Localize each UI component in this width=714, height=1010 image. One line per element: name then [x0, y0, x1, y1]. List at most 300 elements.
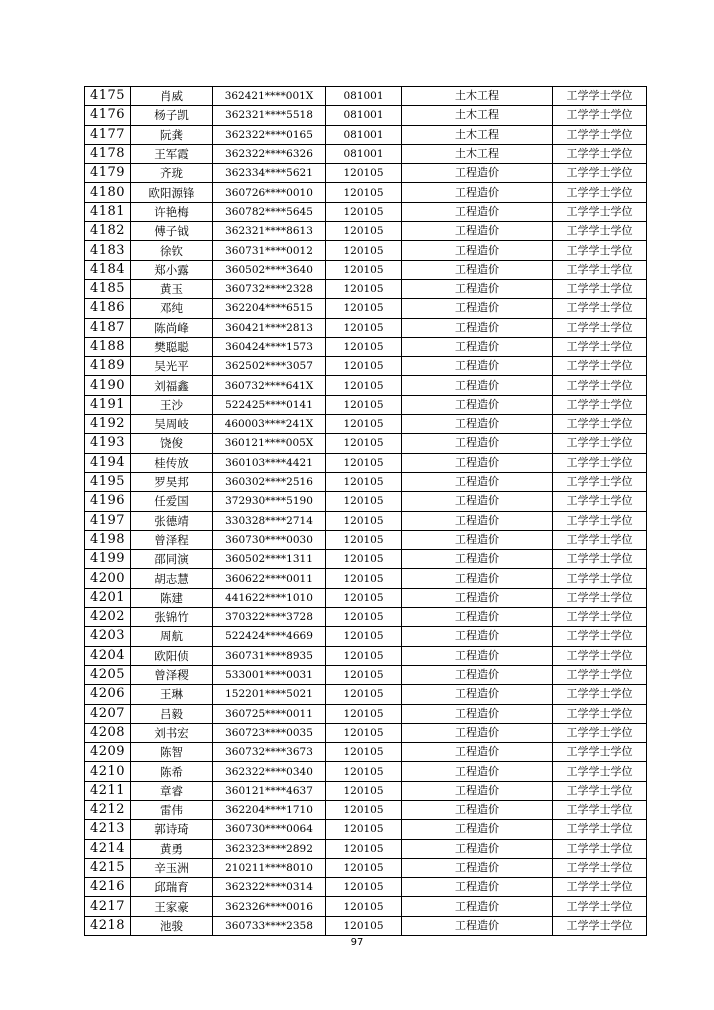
cell-student-name: 刘福鑫 — [131, 376, 213, 395]
table-row — [85, 241, 647, 260]
cell-sequence-number: 4192 — [85, 415, 131, 434]
table-row — [85, 878, 647, 897]
cell-major-name: 工程造价 — [402, 588, 553, 607]
cell-degree: 工学学士学位 — [553, 202, 647, 221]
cell-student-name: 曾泽稷 — [131, 665, 213, 684]
cell-sequence-number: 4191 — [85, 395, 131, 414]
cell-student-name: 黄玉 — [131, 279, 213, 298]
cell-id-number: 522425****0141 — [213, 395, 326, 414]
cell-major-name: 工程造价 — [402, 878, 553, 897]
cell-sequence-number: 4177 — [85, 125, 131, 144]
cell-student-name: 欧阳侦 — [131, 646, 213, 665]
table-row — [85, 183, 647, 202]
cell-sequence-number: 4204 — [85, 646, 131, 665]
cell-major-code: 120105 — [326, 434, 402, 453]
table-row — [85, 530, 647, 549]
cell-major-code: 120105 — [326, 723, 402, 742]
cell-major-name: 工程造价 — [402, 530, 553, 549]
cell-student-name: 周航 — [131, 627, 213, 646]
cell-major-code: 120105 — [326, 511, 402, 530]
cell-student-name: 张锦竹 — [131, 608, 213, 627]
cell-id-number: 330328****2714 — [213, 511, 326, 530]
cell-student-name: 吕毅 — [131, 704, 213, 723]
cell-student-name: 郭诗琦 — [131, 820, 213, 839]
cell-id-number: 522424****4669 — [213, 627, 326, 646]
cell-major-name: 工程造价 — [402, 279, 553, 298]
cell-major-code: 120105 — [326, 415, 402, 434]
cell-major-code: 120105 — [326, 241, 402, 260]
cell-degree: 工学学士学位 — [553, 260, 647, 279]
cell-student-name: 雷伟 — [131, 800, 213, 819]
cell-id-number: 360730****0030 — [213, 530, 326, 549]
table-row — [85, 511, 647, 530]
cell-degree: 工学学士学位 — [553, 511, 647, 530]
cell-id-number: 152201****5021 — [213, 685, 326, 704]
cell-degree: 工学学士学位 — [553, 704, 647, 723]
cell-major-name: 工程造价 — [402, 260, 553, 279]
table-row — [85, 665, 647, 684]
cell-major-name: 工程造价 — [402, 395, 553, 414]
cell-sequence-number: 4213 — [85, 820, 131, 839]
cell-id-number: 360732****641X — [213, 376, 326, 395]
cell-sequence-number: 4188 — [85, 337, 131, 356]
cell-id-number: 362323****2892 — [213, 839, 326, 858]
table-row — [85, 723, 647, 742]
cell-major-name: 工程造价 — [402, 916, 553, 935]
cell-degree: 工学学士学位 — [553, 318, 647, 337]
cell-student-name: 邓纯 — [131, 299, 213, 318]
cell-id-number: 362204****1710 — [213, 800, 326, 819]
cell-sequence-number: 4215 — [85, 858, 131, 877]
cell-sequence-number: 4208 — [85, 723, 131, 742]
cell-major-name: 工程造价 — [402, 646, 553, 665]
cell-major-name: 工程造价 — [402, 627, 553, 646]
table-row — [85, 588, 647, 607]
cell-id-number: 360731****0012 — [213, 241, 326, 260]
cell-major-name: 工程造价 — [402, 743, 553, 762]
cell-student-name: 肖威 — [131, 87, 213, 106]
cell-major-code: 120105 — [326, 550, 402, 569]
cell-sequence-number: 4190 — [85, 376, 131, 395]
cell-sequence-number: 4217 — [85, 897, 131, 916]
cell-student-name: 傅子钺 — [131, 222, 213, 241]
cell-major-code: 120105 — [326, 800, 402, 819]
cell-major-code: 120105 — [326, 916, 402, 935]
cell-sequence-number: 4187 — [85, 318, 131, 337]
cell-student-name: 刘书宏 — [131, 723, 213, 742]
cell-sequence-number: 4218 — [85, 916, 131, 935]
cell-major-code: 120105 — [326, 279, 402, 298]
cell-degree: 工学学士学位 — [553, 897, 647, 916]
cell-student-name: 饶俊 — [131, 434, 213, 453]
roster-table-body — [85, 87, 647, 936]
cell-major-name: 工程造价 — [402, 357, 553, 376]
table-row — [85, 357, 647, 376]
cell-sequence-number: 4198 — [85, 530, 131, 549]
cell-major-code: 081001 — [326, 144, 402, 163]
cell-degree: 工学学士学位 — [553, 530, 647, 549]
cell-sequence-number: 4184 — [85, 260, 131, 279]
cell-sequence-number: 4203 — [85, 627, 131, 646]
cell-sequence-number: 4200 — [85, 569, 131, 588]
cell-degree: 工学学士学位 — [553, 222, 647, 241]
cell-major-code: 081001 — [326, 125, 402, 144]
cell-major-name: 工程造价 — [402, 241, 553, 260]
cell-major-code: 120105 — [326, 260, 402, 279]
cell-degree: 工学学士学位 — [553, 299, 647, 318]
table-row — [85, 144, 647, 163]
cell-major-name: 工程造价 — [402, 183, 553, 202]
cell-student-name: 阮龚 — [131, 125, 213, 144]
cell-degree: 工学学士学位 — [553, 434, 647, 453]
cell-degree: 工学学士学位 — [553, 685, 647, 704]
cell-sequence-number: 4197 — [85, 511, 131, 530]
table-row — [85, 916, 647, 935]
cell-student-name: 邱瑞育 — [131, 878, 213, 897]
cell-major-code: 081001 — [326, 106, 402, 125]
cell-student-name: 胡志慧 — [131, 569, 213, 588]
cell-id-number: 362322****0165 — [213, 125, 326, 144]
cell-major-code: 120105 — [326, 357, 402, 376]
cell-sequence-number: 4212 — [85, 800, 131, 819]
table-row — [85, 337, 647, 356]
cell-student-name: 王军霞 — [131, 144, 213, 163]
cell-major-name: 工程造价 — [402, 665, 553, 684]
table-row — [85, 395, 647, 414]
cell-student-name: 陈尚峰 — [131, 318, 213, 337]
cell-degree: 工学学士学位 — [553, 878, 647, 897]
cell-id-number: 372930****5190 — [213, 492, 326, 511]
cell-major-name: 工程造价 — [402, 897, 553, 916]
table-row — [85, 646, 647, 665]
cell-sequence-number: 4195 — [85, 472, 131, 491]
cell-student-name: 罗昊邦 — [131, 472, 213, 491]
cell-major-name: 土木工程 — [402, 106, 553, 125]
table-row — [85, 762, 647, 781]
page-number: 97 — [350, 937, 364, 948]
cell-major-name: 工程造价 — [402, 453, 553, 472]
cell-degree: 工学学士学位 — [553, 279, 647, 298]
cell-student-name: 许艳梅 — [131, 202, 213, 221]
cell-student-name: 陈建 — [131, 588, 213, 607]
cell-degree: 工学学士学位 — [553, 357, 647, 376]
cell-major-name: 工程造价 — [402, 781, 553, 800]
cell-sequence-number: 4214 — [85, 839, 131, 858]
table-row — [85, 299, 647, 318]
cell-major-code: 120105 — [326, 395, 402, 414]
table-row — [85, 492, 647, 511]
cell-degree: 工学学士学位 — [553, 627, 647, 646]
cell-major-code: 120105 — [326, 376, 402, 395]
cell-degree: 工学学士学位 — [553, 453, 647, 472]
cell-student-name: 黄勇 — [131, 839, 213, 858]
cell-student-name: 任爱国 — [131, 492, 213, 511]
cell-major-code: 120105 — [326, 299, 402, 318]
cell-degree: 工学学士学位 — [553, 164, 647, 183]
cell-id-number: 533001****0031 — [213, 665, 326, 684]
cell-major-name: 工程造价 — [402, 492, 553, 511]
cell-id-number: 362421****001X — [213, 87, 326, 106]
cell-major-name: 工程造价 — [402, 550, 553, 569]
cell-major-code: 081001 — [326, 87, 402, 106]
table-row — [85, 222, 647, 241]
cell-student-name: 桂传放 — [131, 453, 213, 472]
cell-id-number: 362322****0314 — [213, 878, 326, 897]
cell-id-number: 362322****0340 — [213, 762, 326, 781]
cell-sequence-number: 4175 — [85, 87, 131, 106]
cell-sequence-number: 4211 — [85, 781, 131, 800]
cell-id-number: 360732****2328 — [213, 279, 326, 298]
cell-sequence-number: 4179 — [85, 164, 131, 183]
cell-sequence-number: 4176 — [85, 106, 131, 125]
cell-major-code: 120105 — [326, 839, 402, 858]
table-row — [85, 202, 647, 221]
cell-degree: 工学学士学位 — [553, 183, 647, 202]
cell-major-code: 120105 — [326, 608, 402, 627]
cell-degree: 工学学士学位 — [553, 395, 647, 414]
cell-id-number: 370322****3728 — [213, 608, 326, 627]
cell-id-number: 360730****0064 — [213, 820, 326, 839]
cell-degree: 工学学士学位 — [553, 125, 647, 144]
cell-major-name: 工程造价 — [402, 511, 553, 530]
table-row — [85, 125, 647, 144]
cell-student-name: 郑小露 — [131, 260, 213, 279]
cell-major-code: 120105 — [326, 164, 402, 183]
cell-degree: 工学学士学位 — [553, 241, 647, 260]
cell-major-code: 120105 — [326, 627, 402, 646]
cell-student-name: 齐珑 — [131, 164, 213, 183]
cell-sequence-number: 4185 — [85, 279, 131, 298]
cell-sequence-number: 4206 — [85, 685, 131, 704]
cell-student-name: 欧阳源锋 — [131, 183, 213, 202]
table-row — [85, 453, 647, 472]
cell-sequence-number: 4202 — [85, 608, 131, 627]
cell-degree: 工学学士学位 — [553, 743, 647, 762]
cell-id-number: 441622****1010 — [213, 588, 326, 607]
cell-sequence-number: 4180 — [85, 183, 131, 202]
table-row — [85, 839, 647, 858]
cell-major-code: 120105 — [326, 646, 402, 665]
cell-major-name: 工程造价 — [402, 839, 553, 858]
cell-major-name: 工程造价 — [402, 337, 553, 356]
cell-id-number: 360733****2358 — [213, 916, 326, 935]
cell-sequence-number: 4201 — [85, 588, 131, 607]
cell-major-code: 120105 — [326, 318, 402, 337]
cell-student-name: 杨子凯 — [131, 106, 213, 125]
cell-degree: 工学学士学位 — [553, 492, 647, 511]
cell-sequence-number: 4209 — [85, 743, 131, 762]
cell-degree: 工学学士学位 — [553, 550, 647, 569]
cell-degree: 工学学士学位 — [553, 858, 647, 877]
table-row — [85, 704, 647, 723]
cell-degree: 工学学士学位 — [553, 839, 647, 858]
cell-degree: 工学学士学位 — [553, 588, 647, 607]
cell-degree: 工学学士学位 — [553, 723, 647, 742]
cell-id-number: 360103****4421 — [213, 453, 326, 472]
cell-id-number: 360424****1573 — [213, 337, 326, 356]
table-row — [85, 550, 647, 569]
cell-major-name: 工程造价 — [402, 685, 553, 704]
cell-student-name: 王沙 — [131, 395, 213, 414]
cell-sequence-number: 4193 — [85, 434, 131, 453]
cell-student-name: 邵同演 — [131, 550, 213, 569]
cell-major-name: 工程造价 — [402, 222, 553, 241]
table-row — [85, 415, 647, 434]
cell-degree: 工学学士学位 — [553, 665, 647, 684]
cell-major-code: 120105 — [326, 492, 402, 511]
cell-sequence-number: 4182 — [85, 222, 131, 241]
cell-major-name: 土木工程 — [402, 125, 553, 144]
table-row — [85, 858, 647, 877]
cell-major-code: 120105 — [326, 781, 402, 800]
cell-degree: 工学学士学位 — [553, 472, 647, 491]
table-row — [85, 376, 647, 395]
table-row — [85, 800, 647, 819]
cell-student-name: 陈智 — [131, 743, 213, 762]
cell-id-number: 360725****0011 — [213, 704, 326, 723]
cell-degree: 工学学士学位 — [553, 820, 647, 839]
cell-id-number: 360302****2516 — [213, 472, 326, 491]
cell-major-code: 120105 — [326, 337, 402, 356]
cell-student-name: 徐钦 — [131, 241, 213, 260]
table-row — [85, 608, 647, 627]
cell-major-name: 工程造价 — [402, 164, 553, 183]
cell-degree: 工学学士学位 — [553, 106, 647, 125]
cell-id-number: 362502****3057 — [213, 357, 326, 376]
cell-degree: 工学学士学位 — [553, 608, 647, 627]
cell-degree: 工学学士学位 — [553, 762, 647, 781]
table-row — [85, 820, 647, 839]
cell-student-name: 辛玉洲 — [131, 858, 213, 877]
cell-sequence-number: 4210 — [85, 762, 131, 781]
cell-id-number: 360731****8935 — [213, 646, 326, 665]
cell-id-number: 360421****2813 — [213, 318, 326, 337]
cell-major-name: 工程造价 — [402, 608, 553, 627]
cell-degree: 工学学士学位 — [553, 916, 647, 935]
cell-sequence-number: 4178 — [85, 144, 131, 163]
cell-major-code: 120105 — [326, 665, 402, 684]
cell-student-name: 王家豪 — [131, 897, 213, 916]
table-row — [85, 897, 647, 916]
cell-degree: 工学学士学位 — [553, 87, 647, 106]
cell-major-name: 工程造价 — [402, 202, 553, 221]
cell-degree: 工学学士学位 — [553, 569, 647, 588]
table-row — [85, 472, 647, 491]
cell-major-name: 土木工程 — [402, 87, 553, 106]
table-row — [85, 164, 647, 183]
degree-roster-table — [84, 86, 647, 936]
cell-student-name: 张德靖 — [131, 511, 213, 530]
cell-student-name: 池骏 — [131, 916, 213, 935]
cell-major-name: 工程造价 — [402, 820, 553, 839]
cell-major-code: 120105 — [326, 878, 402, 897]
cell-major-code: 120105 — [326, 820, 402, 839]
cell-major-code: 120105 — [326, 530, 402, 549]
cell-sequence-number: 4186 — [85, 299, 131, 318]
cell-sequence-number: 4216 — [85, 878, 131, 897]
cell-id-number: 362322****6326 — [213, 144, 326, 163]
cell-student-name: 吴光平 — [131, 357, 213, 376]
cell-major-code: 120105 — [326, 472, 402, 491]
cell-major-code: 120105 — [326, 222, 402, 241]
cell-id-number: 360782****5645 — [213, 202, 326, 221]
cell-id-number: 360121****005X — [213, 434, 326, 453]
cell-major-code: 120105 — [326, 183, 402, 202]
cell-major-code: 120105 — [326, 704, 402, 723]
cell-major-name: 土木工程 — [402, 144, 553, 163]
table-row — [85, 685, 647, 704]
cell-id-number: 362204****6515 — [213, 299, 326, 318]
table-row — [85, 569, 647, 588]
cell-sequence-number: 4194 — [85, 453, 131, 472]
cell-degree: 工学学士学位 — [553, 646, 647, 665]
cell-major-name: 工程造价 — [402, 376, 553, 395]
cell-id-number: 360502****3640 — [213, 260, 326, 279]
cell-sequence-number: 4199 — [85, 550, 131, 569]
cell-sequence-number: 4189 — [85, 357, 131, 376]
cell-major-name: 工程造价 — [402, 415, 553, 434]
cell-id-number: 362326****0016 — [213, 897, 326, 916]
cell-major-code: 120105 — [326, 685, 402, 704]
cell-student-name: 陈希 — [131, 762, 213, 781]
cell-id-number: 460003****241X — [213, 415, 326, 434]
table-row — [85, 260, 647, 279]
cell-student-name: 曾泽程 — [131, 530, 213, 549]
cell-major-name: 工程造价 — [402, 318, 553, 337]
cell-major-name: 工程造价 — [402, 569, 553, 588]
table-row — [85, 743, 647, 762]
table-row — [85, 781, 647, 800]
cell-degree: 工学学士学位 — [553, 415, 647, 434]
cell-degree: 工学学士学位 — [553, 144, 647, 163]
cell-id-number: 360726****0010 — [213, 183, 326, 202]
cell-sequence-number: 4196 — [85, 492, 131, 511]
table-row — [85, 318, 647, 337]
cell-id-number: 362321****5518 — [213, 106, 326, 125]
cell-student-name: 王琳 — [131, 685, 213, 704]
cell-major-code: 120105 — [326, 202, 402, 221]
cell-major-code: 120105 — [326, 762, 402, 781]
cell-degree: 工学学士学位 — [553, 376, 647, 395]
cell-major-name: 工程造价 — [402, 704, 553, 723]
table-row — [85, 279, 647, 298]
cell-student-name: 吴周岐 — [131, 415, 213, 434]
cell-id-number: 362334****5621 — [213, 164, 326, 183]
cell-major-name: 工程造价 — [402, 299, 553, 318]
cell-major-name: 工程造价 — [402, 762, 553, 781]
cell-student-name: 樊聪聪 — [131, 337, 213, 356]
table-row — [85, 434, 647, 453]
cell-degree: 工学学士学位 — [553, 781, 647, 800]
cell-id-number: 360622****0011 — [213, 569, 326, 588]
table-row — [85, 627, 647, 646]
cell-degree: 工学学士学位 — [553, 800, 647, 819]
cell-major-code: 120105 — [326, 453, 402, 472]
cell-major-name: 工程造价 — [402, 723, 553, 742]
cell-id-number: 360502****1311 — [213, 550, 326, 569]
cell-major-code: 120105 — [326, 897, 402, 916]
cell-major-code: 120105 — [326, 569, 402, 588]
cell-id-number: 360121****4637 — [213, 781, 326, 800]
cell-id-number: 360732****3673 — [213, 743, 326, 762]
cell-major-name: 工程造价 — [402, 472, 553, 491]
cell-student-name: 章睿 — [131, 781, 213, 800]
cell-id-number: 210211****8010 — [213, 858, 326, 877]
cell-sequence-number: 4183 — [85, 241, 131, 260]
cell-degree: 工学学士学位 — [553, 337, 647, 356]
table-row — [85, 106, 647, 125]
cell-major-code: 120105 — [326, 588, 402, 607]
